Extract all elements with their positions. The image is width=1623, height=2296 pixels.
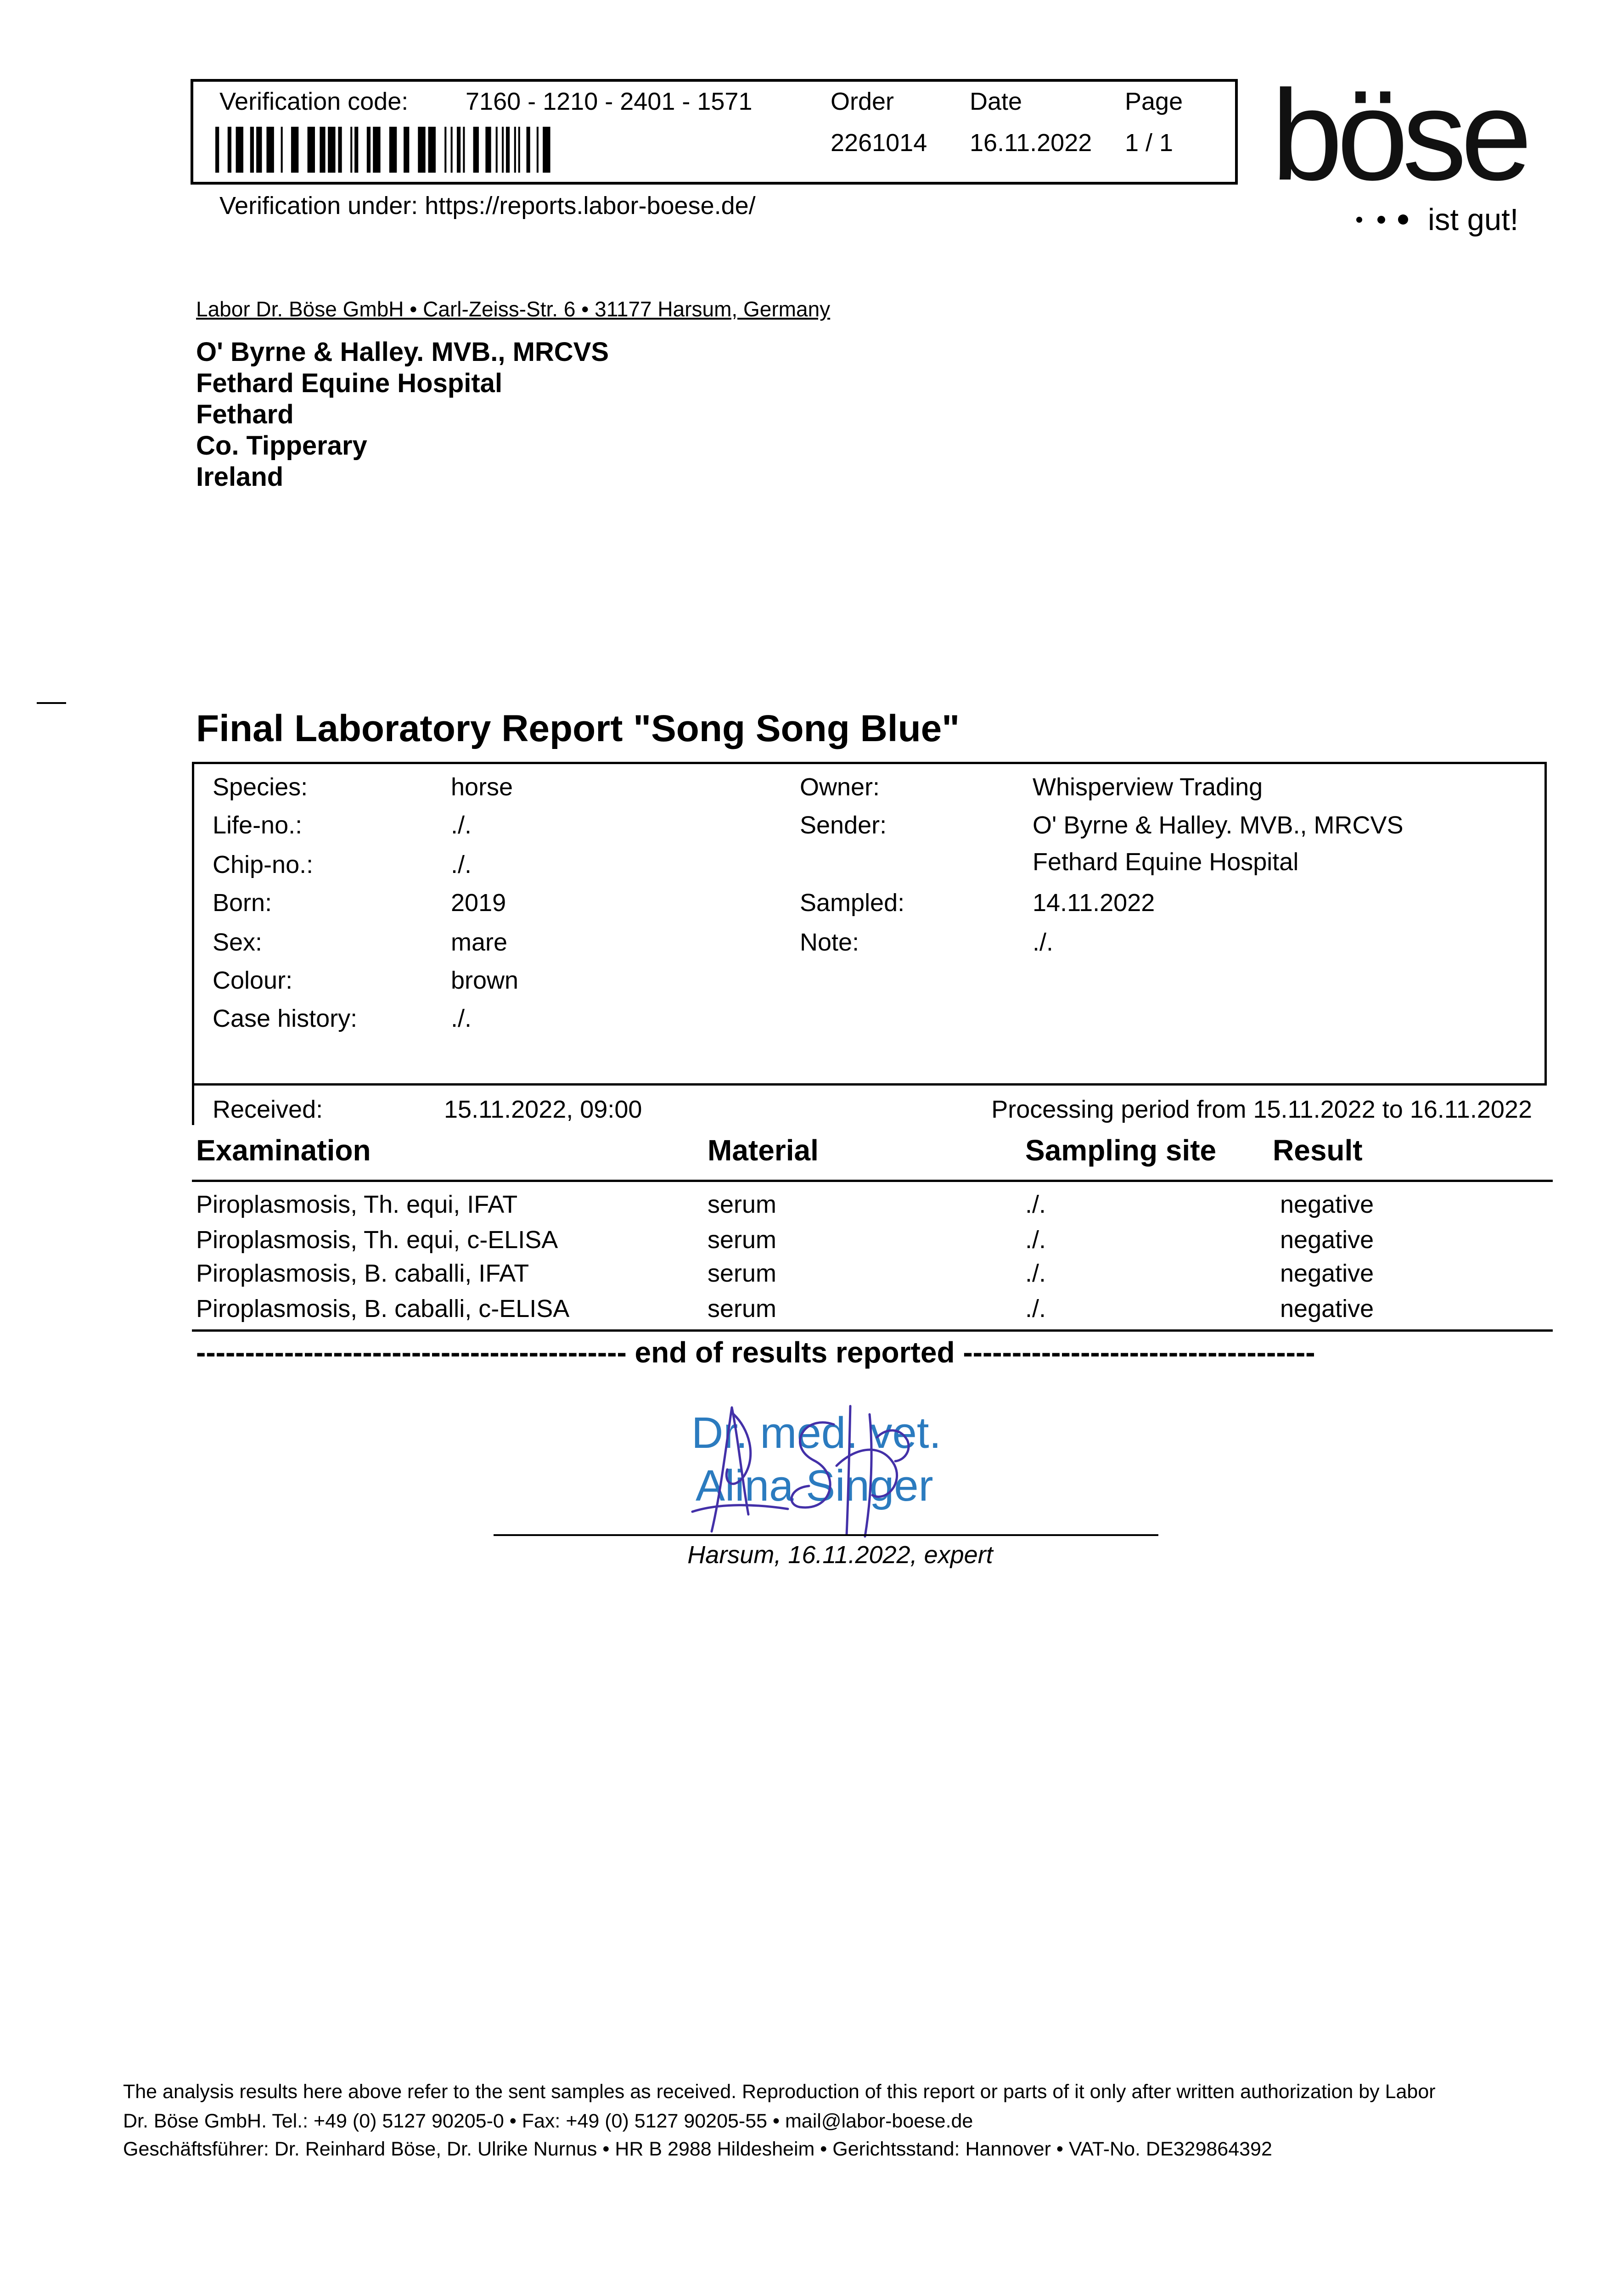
barcode-bar xyxy=(404,127,409,173)
sampled-label: Sampled: xyxy=(800,889,905,917)
barcode-bar xyxy=(537,127,539,173)
col-header-result: Result xyxy=(1273,1134,1363,1167)
barcode-bar xyxy=(428,127,436,173)
born-value: 2019 xyxy=(451,889,506,917)
verification-label: Verification code: xyxy=(219,88,409,115)
examination-cell: Piroplasmosis, B. caballi, IFAT xyxy=(196,1260,529,1287)
barcode-bar xyxy=(496,127,498,173)
sender-value-line2: Fethard Equine Hospital xyxy=(1033,848,1299,876)
order-label: Order xyxy=(831,88,894,115)
page-number: 1 / 1 xyxy=(1125,129,1174,157)
sender-label: Sender: xyxy=(800,811,887,839)
col-header-sampling-site: Sampling site xyxy=(1025,1134,1217,1167)
life-no-label: Life-no.: xyxy=(213,811,303,839)
signature-line xyxy=(494,1534,1158,1536)
table-bottom-rule xyxy=(192,1329,1553,1332)
order-number: 2261014 xyxy=(831,129,927,157)
barcode-bar xyxy=(338,127,342,173)
case-history-value: ./. xyxy=(451,1005,472,1032)
lab-address-line: Labor Dr. Böse GmbH • Carl-Zeiss-Str. 6 • 31177 Harsum, Germany xyxy=(196,297,831,321)
barcode-bar xyxy=(518,127,520,173)
signature-stroke xyxy=(692,1505,788,1512)
owner-label: Owner: xyxy=(800,773,880,801)
recipient-line: Ireland xyxy=(196,462,284,492)
recipient-line: Fethard xyxy=(196,400,294,429)
barcode-bar xyxy=(281,127,283,173)
recipient-address xyxy=(196,337,609,493)
page-label: Page xyxy=(1125,88,1183,115)
sampling-site-cell: ./. xyxy=(1025,1226,1046,1254)
verification-url[interactable]: Verification under: https://reports.labor-boese.de/ xyxy=(219,192,756,219)
processing-period: Processing period from 15.11.2022 to 16.11.2022 xyxy=(991,1096,1532,1123)
footer-legal: Geschäftsführer: Dr. Reinhard Böse, Dr. Ulrike Nurnus • HR B 2988 Hildesheim • Gerichtsstand: Hannover • VAT-No. DE329864392 xyxy=(123,2138,1272,2160)
species-value: horse xyxy=(451,773,513,801)
material-cell: serum xyxy=(708,1226,777,1254)
signature-stamp-name: Alina Singer xyxy=(696,1461,933,1510)
material-cell: serum xyxy=(708,1191,777,1218)
sender-value: O' Byrne & Halley. MVB., MRCVS xyxy=(1033,811,1404,839)
barcode-bar xyxy=(389,127,397,173)
footer-contact: Dr. Böse GmbH. Tel.: +49 (0) 5127 90205-0 • Fax: +49 (0) 5127 90205-55 • mail@labor-boese.de xyxy=(123,2110,973,2132)
received-border xyxy=(192,1086,194,1125)
barcode-bar xyxy=(373,127,380,173)
examination-cell: Piroplasmosis, B. caballi, c-ELISA xyxy=(196,1295,570,1322)
material-cell: serum xyxy=(708,1295,777,1322)
result-cell: negative xyxy=(1280,1295,1374,1322)
examination-cell: Piroplasmosis, Th. equi, c-ELISA xyxy=(196,1226,558,1254)
barcode-bar xyxy=(320,127,325,173)
recipient-line: O' Byrne & Halley. MVB., MRCVS xyxy=(196,337,609,367)
recipient-line: Fethard Equine Hospital xyxy=(196,368,503,398)
signature-caption: Harsum, 16.11.2022, expert xyxy=(687,1541,993,1569)
barcode xyxy=(215,127,551,173)
tagline-dot xyxy=(1398,214,1408,225)
barcode-bar xyxy=(502,127,504,173)
barcode-bar xyxy=(367,127,371,173)
barcode-bar xyxy=(527,127,530,173)
sampling-site-cell: ./. xyxy=(1025,1191,1046,1218)
tagline-dot xyxy=(1377,216,1385,224)
signature-stroke xyxy=(837,1450,897,1497)
sampling-site-cell: ./. xyxy=(1025,1260,1046,1287)
barcode-bar xyxy=(236,127,243,173)
barcode-bar xyxy=(543,127,550,173)
barcode-bar xyxy=(228,127,231,173)
barcode-bar xyxy=(250,127,254,173)
logo-tagline: ist gut! xyxy=(1428,203,1519,237)
col-header-material: Material xyxy=(708,1134,819,1167)
signature-stroke xyxy=(792,1423,834,1508)
report-title: Final Laboratory Report "Song Song Blue" xyxy=(196,708,960,749)
barcode-bar xyxy=(215,127,219,173)
barcode-bar xyxy=(256,127,262,173)
received-label: Received: xyxy=(213,1096,323,1123)
barcode-bar xyxy=(444,127,446,173)
date-label: Date xyxy=(970,88,1022,115)
sex-value: mare xyxy=(451,929,508,956)
footer-disclaimer: The analysis results here above refer to the sent samples as received. Reproduction of this report or parts of it only after written authorization by Labor xyxy=(123,2081,1436,2103)
barcode-bar xyxy=(291,127,298,173)
col-header-examination: Examination xyxy=(196,1134,371,1167)
owner-value: Whisperview Trading xyxy=(1033,773,1263,801)
case-history-label: Case history: xyxy=(213,1005,358,1032)
species-label: Species: xyxy=(213,773,308,801)
verification-code: 7160 - 1210 - 2401 - 1571 xyxy=(466,88,753,115)
result-cell: negative xyxy=(1280,1226,1374,1254)
patient-info-box xyxy=(192,762,1547,1086)
sampling-site-cell: ./. xyxy=(1025,1295,1046,1322)
barcode-bar xyxy=(354,127,358,173)
signature-stroke xyxy=(847,1406,850,1535)
fold-mark xyxy=(37,702,66,704)
report-date: 16.11.2022 xyxy=(970,129,1092,157)
note-label: Note: xyxy=(800,929,859,956)
sampled-value: 14.11.2022 xyxy=(1033,889,1155,917)
barcode-bar xyxy=(418,127,425,173)
table-header-rule xyxy=(192,1180,1553,1182)
sex-label: Sex: xyxy=(213,929,263,956)
barcode-bar xyxy=(328,127,335,173)
barcode-bar xyxy=(350,127,352,173)
handwritten-signature xyxy=(680,1396,964,1543)
barcode-bar xyxy=(473,127,479,173)
signature-stamp-title: Dr. med. vet. xyxy=(691,1408,942,1458)
barcode-bar xyxy=(463,127,465,173)
barcode-bar xyxy=(451,127,453,173)
born-label: Born: xyxy=(213,889,272,917)
boese-logo: böse xyxy=(1271,64,1527,207)
chip-no-value: ./. xyxy=(451,851,472,878)
signature-stroke xyxy=(877,1430,909,1461)
examination-cell: Piroplasmosis, Th. equi, IFAT xyxy=(196,1191,518,1218)
barcode-bar xyxy=(266,127,274,173)
end-of-results-line: -------------------------------------------- end of results reported ------------------------------------ xyxy=(196,1336,1315,1369)
signature-stroke xyxy=(865,1414,871,1536)
colour-value: brown xyxy=(451,967,519,994)
barcode-bar xyxy=(485,127,491,173)
barcode-bar xyxy=(506,127,510,173)
barcode-bar xyxy=(457,127,461,173)
result-cell: negative xyxy=(1280,1260,1374,1287)
received-value: 15.11.2022, 09:00 xyxy=(444,1096,642,1123)
recipient-line: Co. Tipperary xyxy=(196,431,367,461)
material-cell: serum xyxy=(708,1260,777,1287)
note-value: ./. xyxy=(1033,929,1054,956)
life-no-value: ./. xyxy=(451,811,472,839)
result-cell: negative xyxy=(1280,1191,1374,1218)
tagline-dot xyxy=(1356,217,1362,223)
chip-no-label: Chip-no.: xyxy=(213,851,314,878)
barcode-bar xyxy=(308,127,315,173)
colour-label: Colour: xyxy=(213,967,293,994)
barcode-bar xyxy=(514,127,516,173)
